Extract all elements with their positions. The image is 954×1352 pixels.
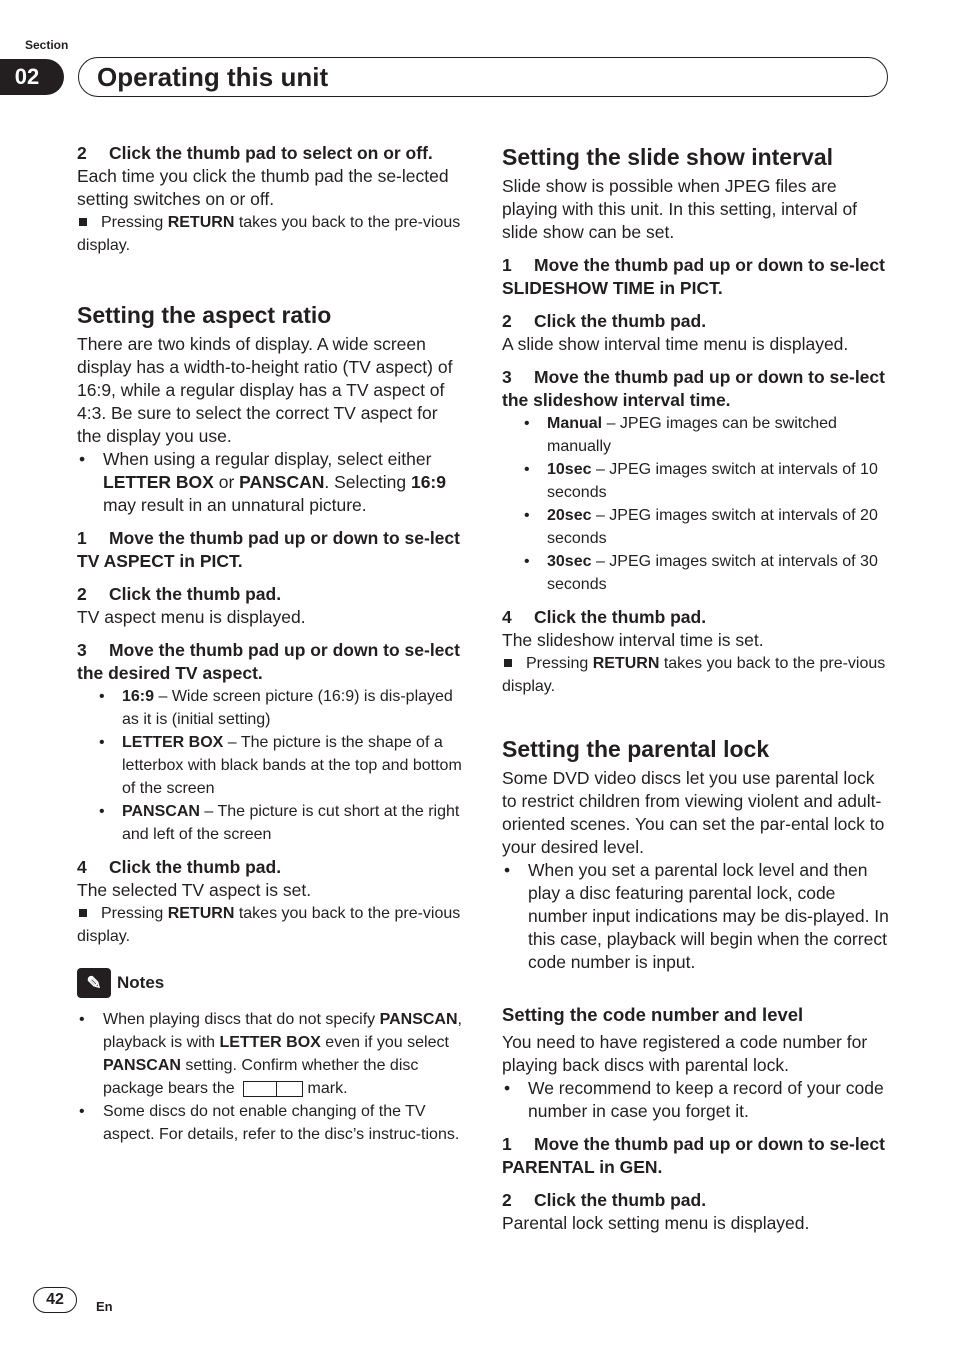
list-item: • LETTER BOX – The picture is the shape of a letterbox with black bands at the top and bottom of the screen	[77, 731, 465, 800]
aspect-step-3: 3 Move the thumb pad up or down to se-lect the desired TV aspect.	[77, 640, 460, 683]
aspect-step-2-body: TV aspect menu is displayed.	[77, 607, 306, 627]
parental-step-2: 2 Click the thumb pad.	[502, 1190, 707, 1210]
square-bullet-icon	[79, 218, 87, 226]
square-bullet-icon	[79, 909, 87, 917]
square-bullet-icon	[504, 659, 512, 667]
slideshow-step-2-body: A slide show interval time menu is displayed.	[502, 334, 849, 354]
list-item: • 10sec – JPEG images switch at intervals of 10 seconds	[502, 458, 890, 504]
aspect-step-4-body: The selected TV aspect is set.	[77, 880, 312, 900]
aspect-heading: Setting the aspect ratio	[77, 302, 332, 328]
list-item: • 20sec – JPEG images switch at intervals of 20 seconds	[502, 504, 890, 550]
code-number-bullets	[502, 1077, 890, 1123]
aspect-body: There are two kinds of display. A wide screen display has a width-to-height ratio (TV aspect) of 16:9, while a regular display has a TV aspect of 4:3. Be sure to select the correct TV aspect for the display you use.	[77, 334, 453, 446]
list-item: • PANSCAN – The picture is cut short at the right and left of the screen	[77, 800, 465, 846]
slideshow-step-4-body: The slideshow interval time is set.	[502, 630, 764, 650]
list-item: • We recommend to keep a record of your code number in case you forget it.	[502, 1077, 890, 1123]
right-column	[502, 142, 890, 1235]
code-number-body: You need to have registered a code number for playing back discs with parental lock.	[502, 1032, 868, 1075]
aspect-step-1: 1 Move the thumb pad up or down to se-lect TV ASPECT in PICT.	[77, 528, 460, 571]
section-label: Section	[25, 38, 69, 52]
slideshow-heading: Setting the slide show interval	[502, 144, 834, 170]
aspect-step-4-note: Pressing RETURN takes you back to the pre-vious display.	[77, 905, 461, 945]
list-item: • When you set a parental lock level and then play a disc featuring parental lock, code number input indications may be dis-played. In this case, playback will begin when the correct code number is input.	[502, 859, 890, 974]
code-number-heading: Setting the code number and level	[502, 1004, 804, 1025]
list-item: • 30sec – JPEG images switch at intervals of 30 seconds	[502, 550, 890, 596]
intro-note: Pressing RETURN takes you back to the pre-vious display.	[77, 214, 461, 254]
slideshow-step-3: 3 Move the thumb pad up or down to se-lect the slideshow interval time.	[502, 367, 885, 410]
widescreen-mark-icon	[243, 1081, 303, 1097]
pencil-icon: ✎	[77, 968, 111, 998]
slideshow-options	[502, 412, 890, 596]
left-column	[77, 142, 465, 1146]
list-item: • When using a regular display, select either LETTER BOX or PANSCAN. Selecting 16:9 may result in an unnatural picture.	[77, 448, 465, 517]
chapter-title: Operating this unit	[78, 57, 888, 97]
parental-heading: Setting the parental lock	[502, 736, 770, 762]
aspect-options	[77, 685, 465, 846]
aspect-bullets	[77, 448, 465, 517]
slideshow-step-2: 2 Click the thumb pad.	[502, 311, 707, 331]
parental-body: Some DVD video discs let you use parental lock to restrict children from viewing violent and adult-oriented scenes. You can set the par-ental lock to your desired level.	[502, 768, 885, 857]
list-item: • Manual – JPEG images can be switched manually	[502, 412, 890, 458]
list-item: • 16:9 – Wide screen picture (16:9) is dis-played as it is (initial setting)	[77, 685, 465, 731]
aspect-step-4: 4 Click the thumb pad.	[77, 857, 282, 877]
slideshow-step-4: 4 Click the thumb pad.	[502, 607, 707, 627]
intro-step: 2 Click the thumb pad to select on or off.	[77, 143, 433, 163]
slideshow-step-4-note: Pressing RETURN takes you back to the pre-vious display.	[502, 655, 886, 695]
page-number: 42	[33, 1287, 77, 1313]
slideshow-step-1: 1 Move the thumb pad up or down to se-lect SLIDESHOW TIME in PICT.	[502, 255, 885, 298]
list-item: • When playing discs that do not specify PANSCAN, playback is with LETTER BOX even if you select PANSCAN setting. Confirm whether the disc package bears the mark.	[77, 1008, 465, 1100]
section-number-badge: 02	[0, 59, 64, 95]
intro-body: Each time you click the thumb pad the se-lected setting switches on or off.	[77, 166, 449, 209]
list-item: • Some discs do not enable changing of the TV aspect. For details, refer to the disc’s instruc-tions.	[77, 1100, 465, 1146]
notes-header: ✎ Notes	[77, 968, 465, 998]
parental-step-1: 1 Move the thumb pad up or down to se-lect PARENTAL in GEN.	[502, 1134, 885, 1177]
language-label: En	[96, 1299, 113, 1314]
parental-step-2-body: Parental lock setting menu is displayed.	[502, 1213, 810, 1233]
parental-bullets	[502, 859, 890, 974]
slideshow-body: Slide show is possible when JPEG files are playing with this unit. In this setting, interval of slide show can be set.	[502, 176, 858, 242]
notes-list	[77, 1008, 465, 1146]
aspect-step-2: 2 Click the thumb pad.	[77, 584, 282, 604]
